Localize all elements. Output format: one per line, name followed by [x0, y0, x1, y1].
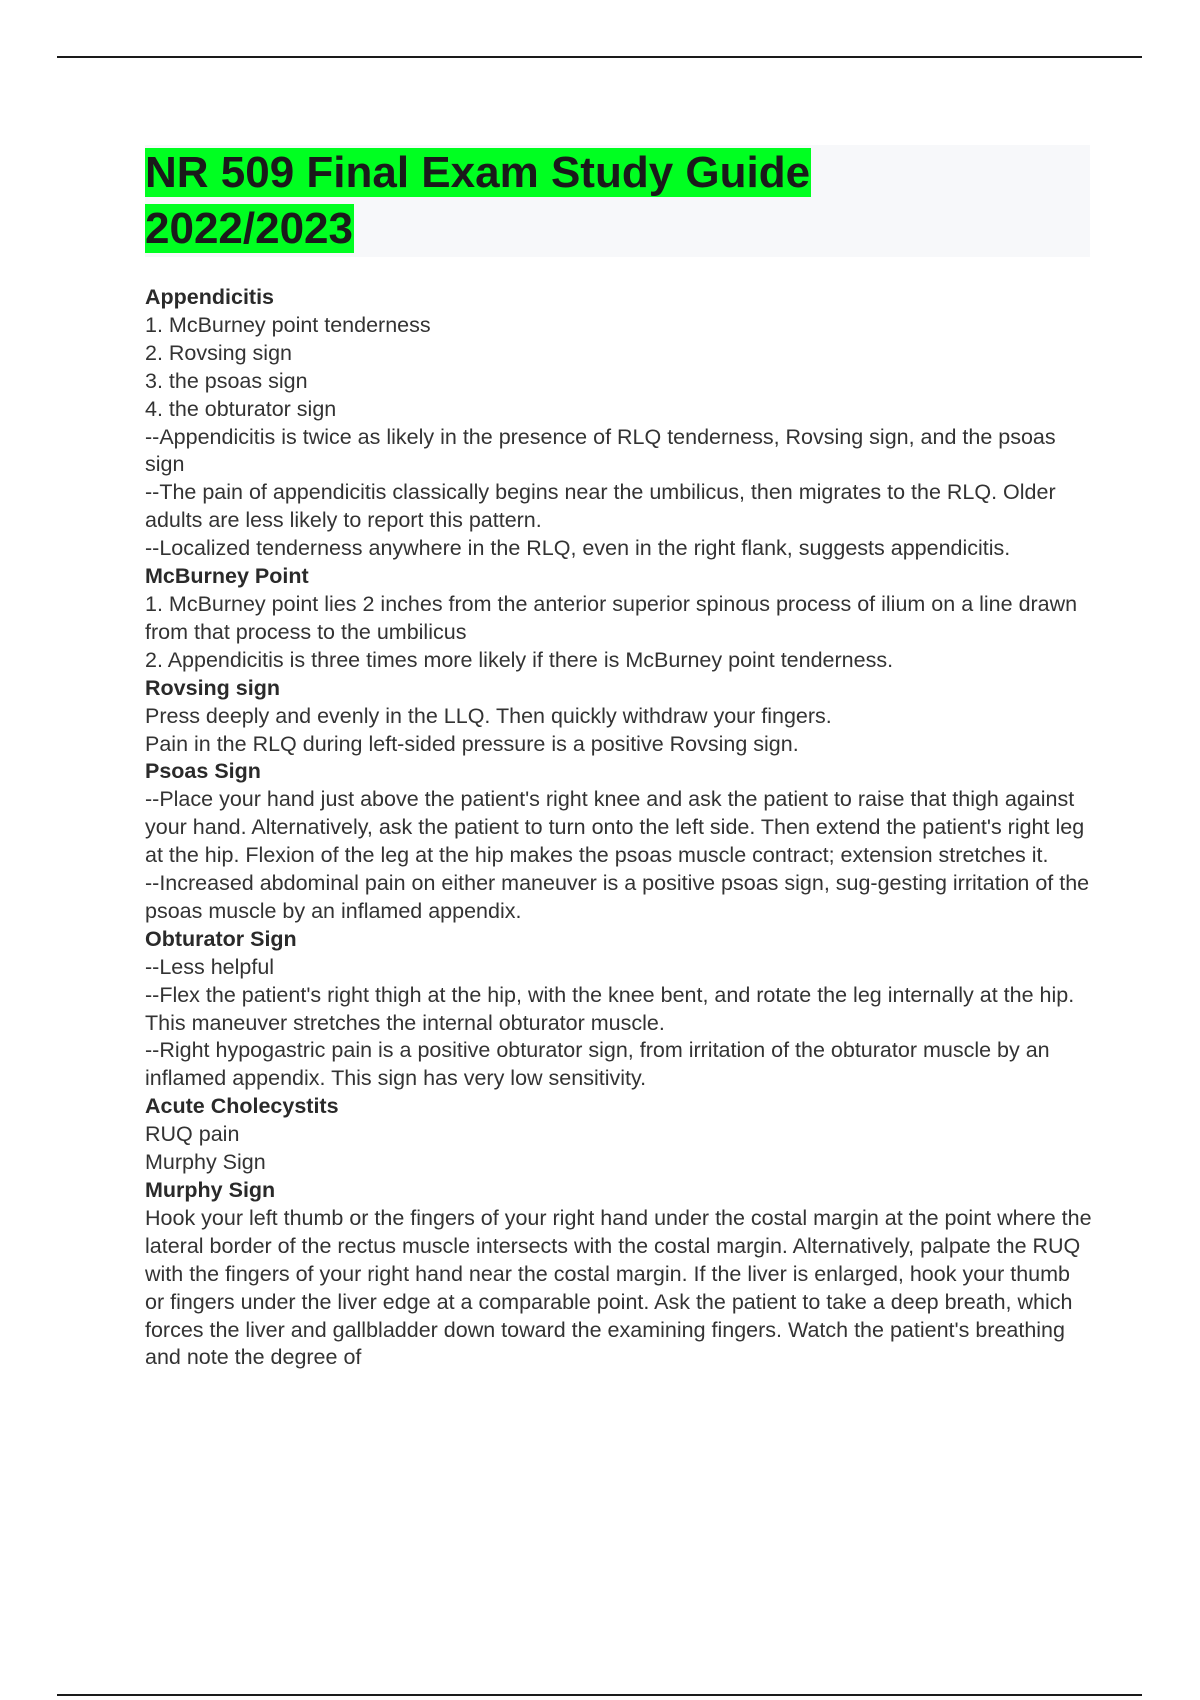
bottom-rule	[57, 1694, 1142, 1696]
heading-murphy-sign: Murphy Sign	[145, 1178, 276, 1202]
paragraph: --Appendicitis is twice as likely in the presence of RLQ tenderness, Rovsing sign, and the psoas sign	[145, 424, 1056, 477]
paragraph: Murphy Sign	[145, 1150, 266, 1175]
paragraph: 2. Rovsing sign	[145, 340, 292, 365]
paragraph: Press deeply and evenly in the LLQ. Then quickly withdraw your fingers.	[145, 703, 832, 728]
paragraph: Pain in the RLQ during left-sided pressure is a positive Rovsing sign.	[145, 731, 799, 756]
paragraph: --Right hypogastric pain is a positive obturator sign, from irritation of the obturator muscle by an inflamed appendix. This sign has very low sensitivity.	[145, 1038, 1050, 1091]
title-line-1: NR 509 Final Exam Study Guide	[145, 148, 811, 197]
paragraph: RUQ pain	[145, 1122, 240, 1147]
paragraph: Hook your left thumb or the fingers of your right hand under the costal margin at the point where the lateral border of the rectus muscle intersects with the costal margin. Alternatively, palpate the RUQ with the fingers of your right hand near the costal margin. If the liver is enlarged, hook your thumb or fingers under the liver edge at a comparable point. Ask the patient to take a deep breath, which forces the liver and gallbladder down toward the examining fingers. Watch the patient's breathing and note the degree of	[145, 1205, 1092, 1370]
document-body	[145, 284, 1095, 1372]
heading-acute-cholecystits: Acute Cholecystits	[145, 1094, 339, 1119]
paragraph: --Increased abdominal pain on either maneuver is a positive psoas sign, sug-gesting irritation of the psoas muscle by an inflamed appendix.	[145, 871, 1090, 923]
heading-rovsing-sign: Rovsing sign	[145, 675, 280, 700]
title-block	[145, 145, 1090, 257]
top-rule	[57, 56, 1142, 58]
heading-appendicitis: Appendicitis	[145, 285, 275, 309]
paragraph: --The pain of appendicitis classically begins near the umbilicus, then migrates to the RLQ. Older adults are less likely to report this pattern.	[145, 480, 1056, 533]
paragraph: --Flex the patient's right thigh at the hip, with the knee bent, and rotate the leg internally at the hip. This maneuver stretches the internal obturator muscle.	[145, 982, 1075, 1035]
title-line-2: 2022/2023	[145, 204, 353, 253]
heading-obturator-sign: Obturator Sign	[145, 926, 297, 951]
document-title	[145, 145, 1090, 257]
paragraph: 4. the obturator sign	[145, 396, 337, 421]
paragraph: --Localized tenderness anywhere in the RLQ, even in the right flank, suggests appendicitis.	[145, 536, 1011, 561]
paragraph: 3. the psoas sign	[145, 368, 308, 393]
paragraph: --Less helpful	[145, 954, 275, 979]
paragraph: 2. Appendicitis is three times more likely if there is McBurney point tenderness.	[145, 647, 894, 672]
heading-mcburney-point: McBurney Point	[145, 564, 309, 589]
paragraph: --Place your hand just above the patient's right knee and ask the patient to raise that thigh against your hand. Alternatively, ask the patient to turn onto the left side. Then extend the patient's right leg at the hip. Flexion of the leg at the hip makes the psoas muscle contract; extension stretches it.	[145, 787, 1085, 868]
paragraph: 1. McBurney point tenderness	[145, 312, 431, 337]
heading-psoas-sign: Psoas Sign	[145, 759, 261, 784]
paragraph: 1. McBurney point lies 2 inches from the anterior superior spinous process of ilium on a line drawn from that process to the umbilicus	[145, 591, 1078, 644]
